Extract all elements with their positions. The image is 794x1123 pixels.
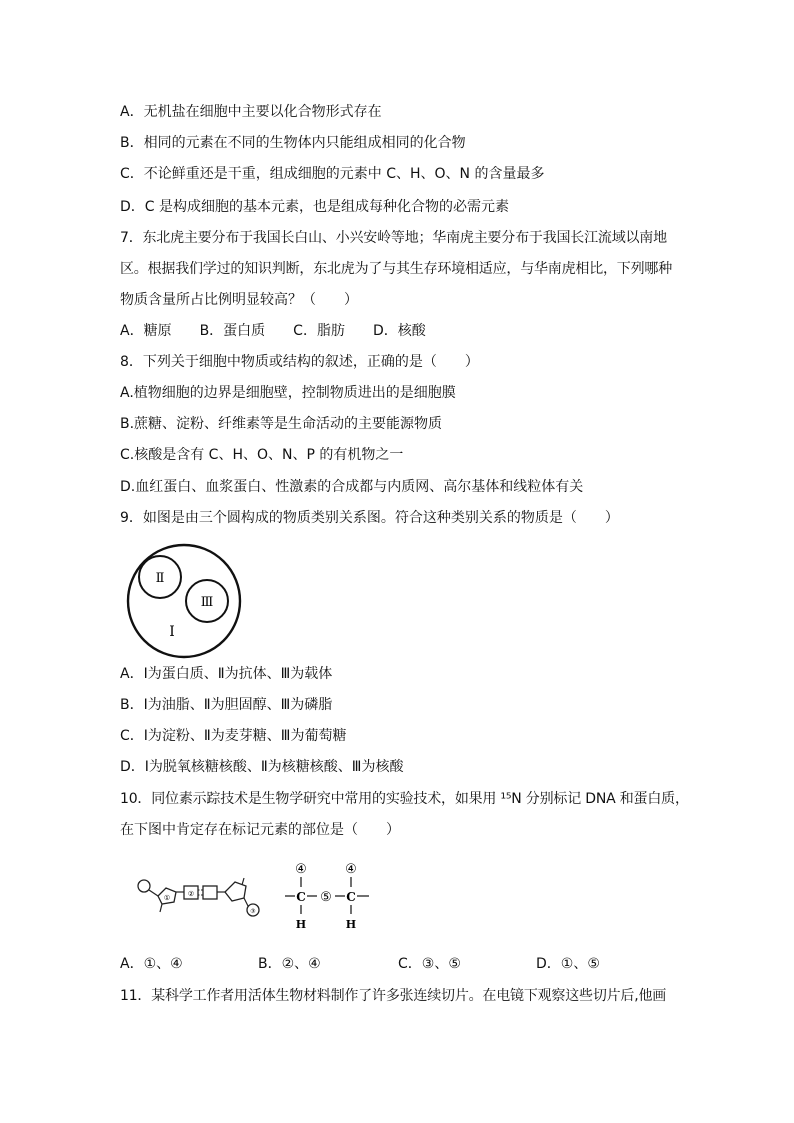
text-line: B．Ⅰ为油脂、Ⅱ为胆固醇、Ⅲ为磷脂 (120, 697, 333, 713)
question-10: 10．同位素示踪技术是生物学研究中常用的实验技术，如果用 ¹⁵N 分别标记 DNA 和蛋白质， (120, 791, 689, 807)
text-line: 物质含量所占比例明显较高？（ ） (120, 292, 358, 308)
text-line: D．Ⅰ为脱氧核糖核酸、Ⅱ为核糖核酸、Ⅲ为核酸 (120, 759, 404, 775)
text-line: B.蔗糖、淀粉、纤维素等是生命活动的主要能源物质 (120, 416, 443, 432)
bond (149, 890, 158, 896)
label-circle-4-right: ④ (345, 862, 357, 877)
text-line: A.植物细胞的边界是细胞壁，控制物质进出的是细胞膜 (120, 385, 456, 401)
option-b: B．②、④ (258, 956, 321, 972)
nucleotide-diagram (132, 868, 272, 924)
phosphate-label: ③ (250, 908, 256, 915)
label-circle-5: ⑤ (320, 890, 332, 905)
peptide-diagram (283, 858, 375, 938)
text-line: A．糖原 B．蛋白质 C．脂肪 D．核酸 (120, 323, 426, 339)
text-line: B．相同的元素在不同的生物体内只能组成相同的化合物 (120, 135, 466, 151)
question-7: 7．东北虎主要分布于我国长白山、小兴安岭等地；华南虎主要分布于我国长江流域以南地 (120, 230, 667, 246)
carbon-left: C (296, 890, 306, 904)
label-circle-4-left: ④ (295, 862, 307, 877)
base-left-label: ② (187, 890, 195, 898)
hydrogen-right: H (345, 918, 357, 931)
label-outer: Ⅰ (169, 624, 175, 640)
question-11: 11．某科学工作者用活体生物材料制作了许多张连续切片。在电镜下观察这些切片后,他画 (120, 988, 667, 1004)
bond (244, 898, 248, 906)
venn-diagram (118, 543, 252, 659)
sugar-right (225, 882, 246, 901)
text-line: D.血红蛋白、血浆蛋白、性激素的合成都与内质网、高尔基体和线粒体有关 (120, 479, 584, 495)
text-line: C．Ⅰ为淀粉、Ⅱ为麦芽糖、Ⅲ为葡萄糖 (120, 728, 347, 744)
text-line: C．不论鲜重还是干重，组成细胞的元素中 C、H、O、N 的含量最多 (120, 166, 545, 182)
hydrogen-left: H (295, 918, 307, 931)
label-right: Ⅲ (200, 595, 214, 610)
text-line: D．C 是构成细胞的基本元素，也是组成每种化合物的必需元素 (120, 199, 510, 215)
bond (160, 904, 162, 912)
text-line: C.核酸是含有 C、H、O、N、P 的有机物之一 (120, 447, 404, 463)
phosphate-left (138, 880, 150, 892)
base-right (203, 886, 217, 899)
option-d: D．①、⑤ (536, 956, 600, 972)
label-left: Ⅱ (155, 571, 165, 586)
text-line: A．Ⅰ为蛋白质、Ⅱ为抗体、Ⅲ为载体 (120, 666, 333, 682)
question-9: 9．如图是由三个圆构成的物质类别关系图。符合这种类别关系的物质是（ ） (120, 510, 619, 526)
sugar-left-label: ① (163, 894, 171, 902)
question-8: 8．下列关于细胞中物质或结构的叙述，正确的是（ ） (120, 354, 479, 370)
option-c: C．③、⑤ (398, 956, 461, 972)
text-line: 在下图中肯定存在标记元素的部位是（ ） (120, 822, 400, 838)
text-line: A．无机盐在细胞中主要以化合物形式存在 (120, 104, 382, 120)
bond (242, 878, 244, 885)
text-line: 区。根据我们学过的知识判断，东北虎为了与其生存环境相适应，与华南虎相比，下列哪种 (120, 261, 672, 277)
carbon-right: C (346, 890, 356, 904)
option-a: A．①、④ (120, 956, 183, 972)
